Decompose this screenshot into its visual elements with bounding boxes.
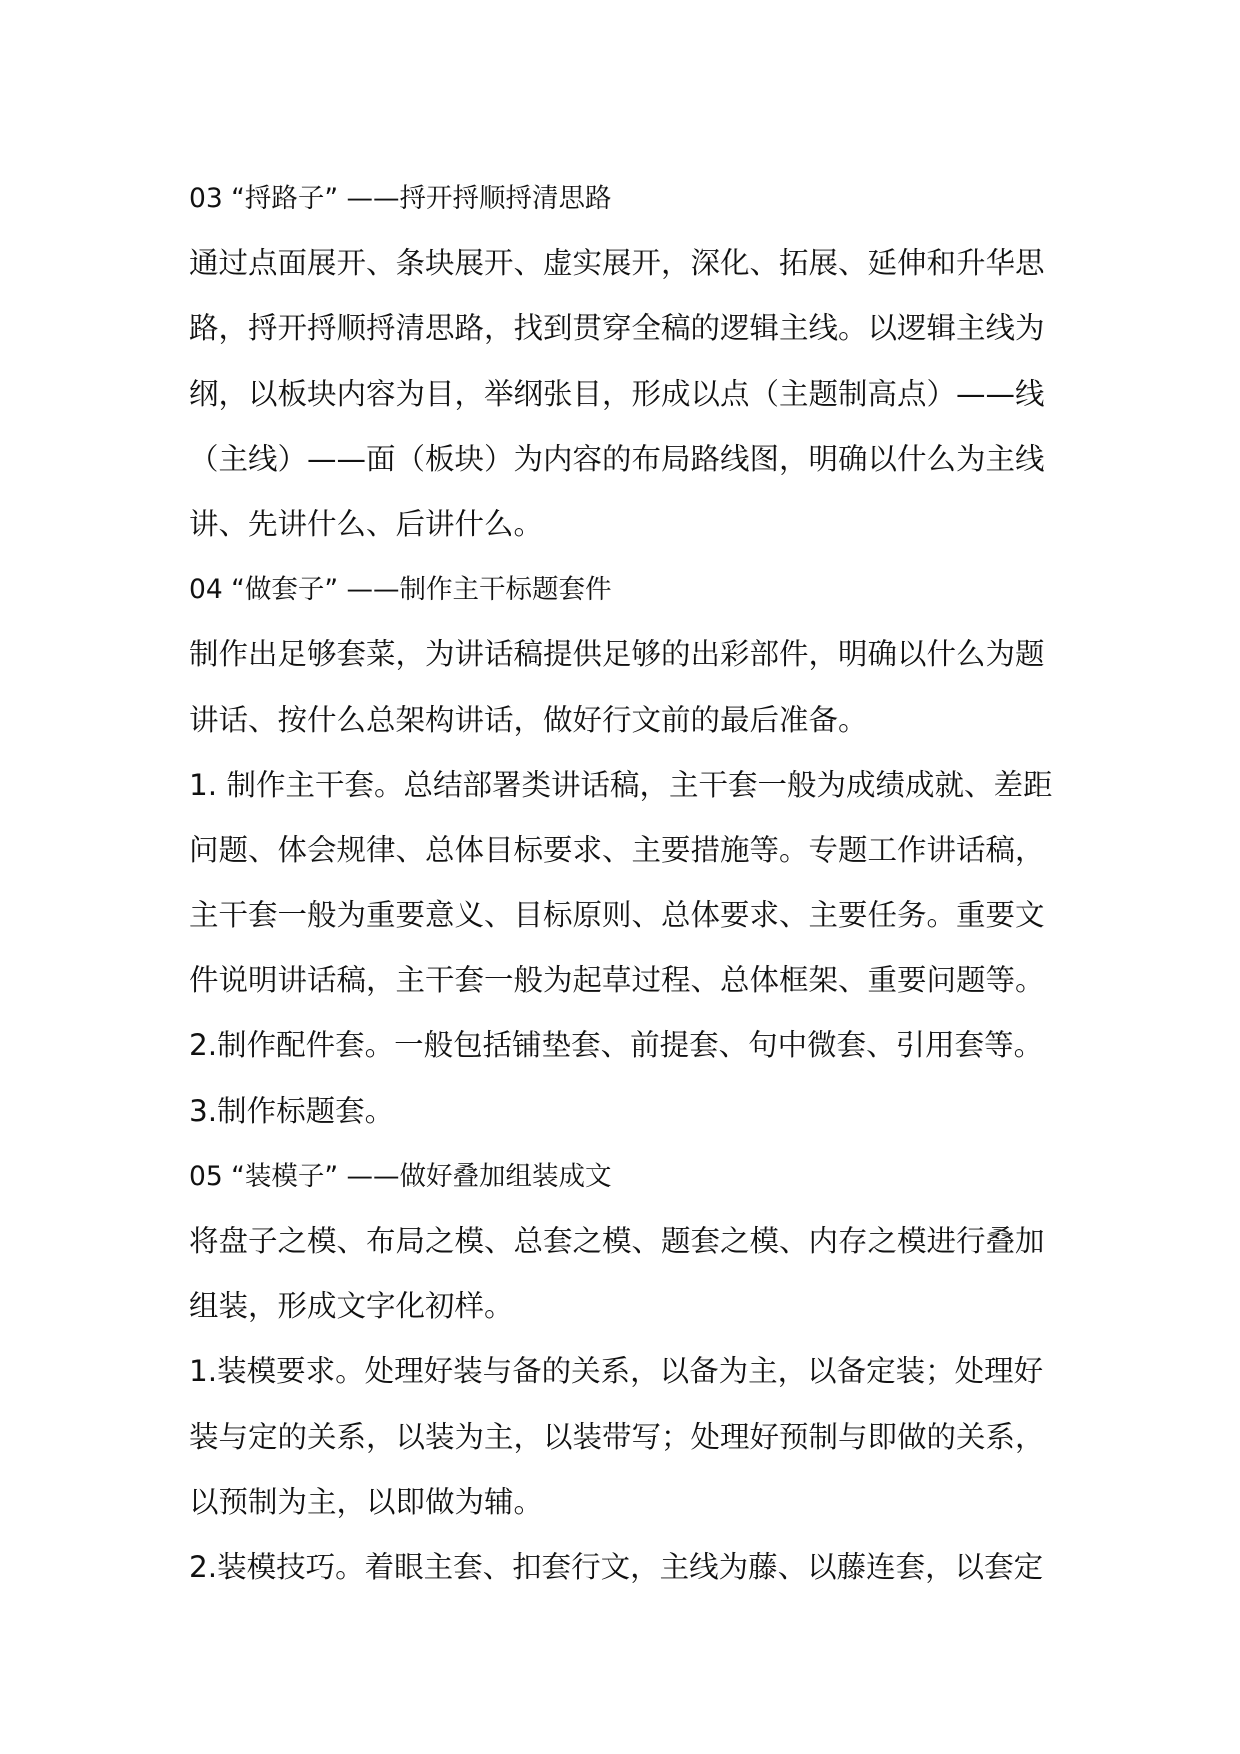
paragraph-line: （主线）——面（板块）为内容的布局路线图，明确以什么为主线 xyxy=(189,441,1045,476)
paragraph-line: 路，捋开捋顺捋清思路，找到贯穿全稿的逻辑主线。以逻辑主线为 xyxy=(189,311,1045,346)
list-item-line: 1.装模要求。处理好装与备的关系，以备为主，以备定装；处理好 xyxy=(189,1354,1044,1389)
document-page xyxy=(189,166,1069,1600)
paragraph-line: 制作出足够套菜，为讲话稿提供足够的出彩部件，明确以什么为题 xyxy=(189,637,1045,672)
list-item-line: 2.装模技巧。着眼主套、扣套行文，主线为藤、以藤连套，以套定 xyxy=(189,1549,1044,1584)
list-item-line: 主干套一般为重要意义、目标原则、总体要求、主要任务。重要文 xyxy=(189,898,1045,933)
list-item-line: 装与定的关系，以装为主，以装带写；处理好预制与即做的关系， xyxy=(189,1419,1045,1454)
paragraph-line: 讲、先讲什么、后讲什么。 xyxy=(189,506,544,541)
paragraph-line: 将盘子之模、布局之模、总套之模、题套之模、内存之模进行叠加 xyxy=(189,1224,1045,1258)
list-item-line: 件说明讲话稿，主干套一般为起草过程、总体框架、重要问题等。 xyxy=(189,963,1045,998)
list-item-line: 问题、体会规律、总体目标要求、主要措施等。专题工作讲话稿， xyxy=(189,832,1045,867)
section-heading-04: 04 “做套子” ——制作主干标题套件 xyxy=(189,574,612,606)
list-item-line: 1. 制作主干套。总结部署类讲话稿，主干套一般为成绩成就、差距 xyxy=(189,767,1053,802)
list-item-line: 以预制为主，以即做为辅。 xyxy=(189,1484,544,1519)
paragraph-line: 通过点面展开、条块展开、虚实展开，深化、拓展、延伸和升华思 xyxy=(189,246,1045,281)
paragraph-line: 纲，以板块内容为目，举纲张目，形成以点（主题制高点）——线 xyxy=(189,376,1045,411)
list-item-line: 3.制作标题套。 xyxy=(189,1093,395,1128)
section-heading-03: 03 “捋路子” ——捋开捋顺捋清思路 xyxy=(189,183,612,214)
section-heading-05: 05 “装模子” ——做好叠加组装成文 xyxy=(189,1160,612,1192)
paragraph-line: 组装，形成文字化初样。 xyxy=(189,1289,514,1324)
paragraph-line: 讲话、按什么总架构讲话，做好行文前的最后准备。 xyxy=(189,702,868,737)
list-item-line: 2.制作配件套。一般包括铺垫套、前提套、句中微套、引用套等。 xyxy=(189,1028,1044,1063)
